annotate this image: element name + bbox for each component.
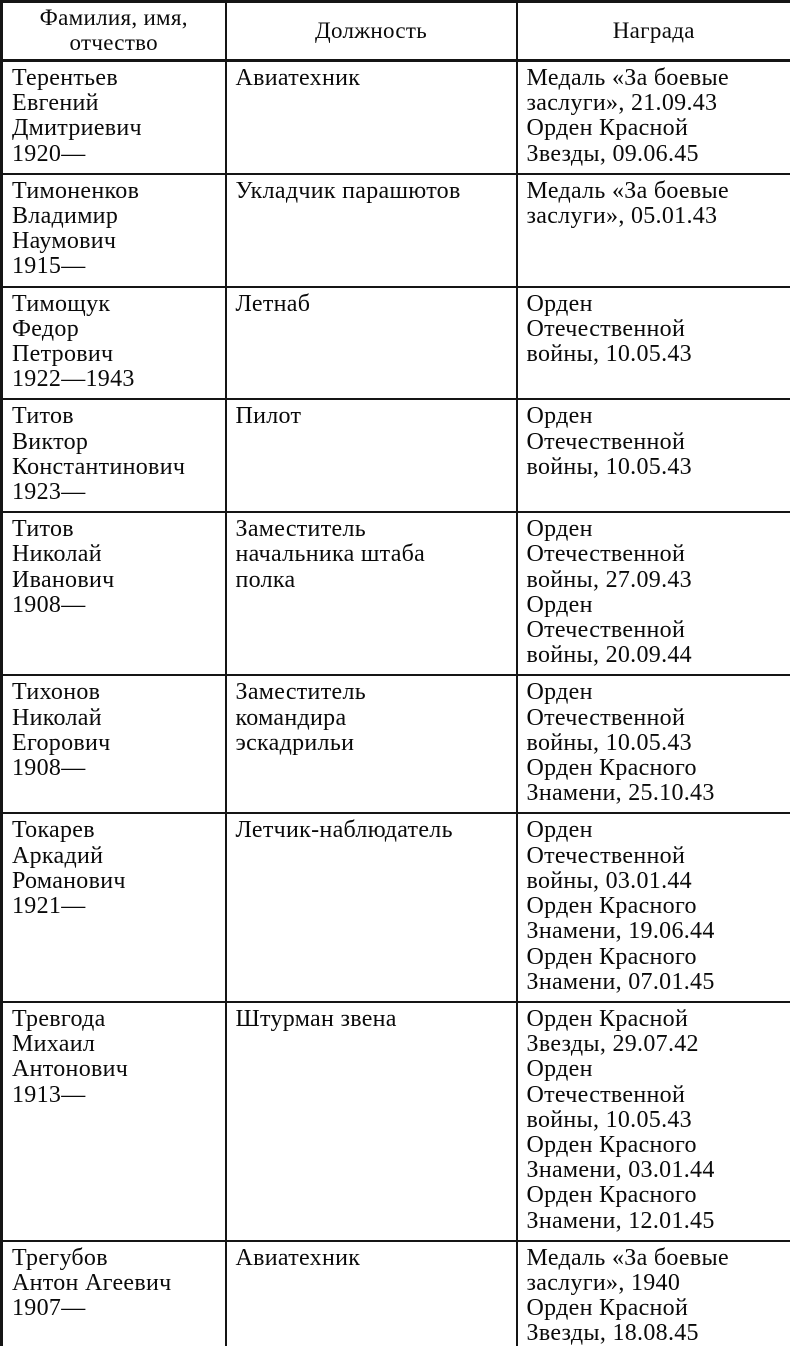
position-line: Заместитель [235, 679, 366, 706]
position-cell [226, 174, 517, 287]
awards-line: Звезды, 29.07.42 [526, 1031, 699, 1058]
position-line: Летнаб [235, 290, 311, 317]
person-line: Тихонов [12, 679, 101, 706]
awards-cell [517, 287, 790, 400]
awards-cell [517, 1002, 790, 1241]
awards-line: войны, 27.09.43 [526, 566, 692, 593]
person-line: Владимир [12, 203, 119, 230]
awards-line: войны, 20.09.44 [526, 642, 692, 669]
person-line: Наумович [12, 228, 117, 255]
person-cell [2, 1241, 226, 1346]
table-row [2, 512, 790, 675]
table-row [2, 174, 790, 287]
person-line: Терентьев [12, 65, 119, 91]
position-line: командира [235, 704, 347, 731]
awards-line: Орден Красного [526, 943, 697, 970]
awards-cell [517, 813, 790, 1001]
person-cell [2, 512, 226, 675]
position-cell [226, 675, 517, 813]
person-line: 1907— [12, 1295, 86, 1322]
person-line: Титов [12, 403, 74, 430]
person-line: Иванович [12, 566, 115, 593]
awards-line: Медаль «За боевые [526, 1244, 729, 1271]
awards-line: Отечественной [526, 617, 686, 644]
person-cell [2, 174, 226, 287]
person-line: 1908— [12, 591, 86, 618]
awards-line: Медаль «За боевые [526, 177, 729, 204]
position-line: эскадрильи [235, 729, 355, 756]
person-line: Тимощук [12, 290, 111, 317]
table-header [2, 2, 790, 61]
table-row [2, 61, 790, 174]
awards-line: Орден [526, 516, 593, 543]
person-line: 1922—1943 [12, 366, 135, 393]
person-line: Виктор [12, 428, 89, 455]
awards-cell [517, 399, 790, 512]
awards-line: Орден Красного [526, 1131, 697, 1158]
awards-cell [517, 61, 790, 174]
position-line: Летчик-наблюдатель [235, 817, 453, 844]
awards-line: войны, 10.05.43 [526, 341, 692, 368]
awards-line: Медаль «За боевые [526, 65, 729, 91]
awards-line: Отечественной [526, 428, 686, 455]
awards-line: Орден Красного [526, 755, 697, 782]
person-line: Тимоненков [12, 177, 140, 204]
person-line: Петрович [12, 341, 114, 368]
awards-line: Отечественной [526, 1081, 686, 1108]
table-row [2, 813, 790, 1001]
awards-line: Звезды, 18.08.45 [526, 1320, 699, 1346]
person-cell [2, 399, 226, 512]
awards-line: Знамени, 07.01.45 [526, 968, 715, 995]
person-cell [2, 287, 226, 400]
awards-line: войны, 10.05.43 [526, 1106, 692, 1133]
person-line: Евгений [12, 90, 99, 117]
table-body [2, 61, 790, 1346]
awards-line: Орден Красной [526, 1295, 689, 1322]
position-line: Укладчик парашютов [235, 177, 461, 204]
awards-line: Орден Красной [526, 115, 689, 142]
table-row [2, 287, 790, 400]
awards-line: войны, 03.01.44 [526, 867, 692, 894]
awards-line: Знамени, 03.01.44 [526, 1157, 715, 1184]
awards-line: Знамени, 25.10.43 [526, 780, 715, 807]
position-line: Заместитель [235, 516, 366, 543]
column-header-position: Должность [226, 2, 517, 61]
awards-line: заслуги», 05.01.43 [526, 203, 718, 230]
position-cell [226, 813, 517, 1001]
person-cell [2, 61, 226, 174]
column-header-award: Награда [517, 2, 790, 61]
person-line: Романович [12, 867, 126, 894]
awards-line: Знамени, 12.01.45 [526, 1207, 715, 1234]
person-line: Егорович [12, 729, 111, 756]
awards-cell [517, 174, 790, 287]
table-row [2, 1002, 790, 1241]
person-line: 1923— [12, 479, 86, 506]
position-line: Штурман звена [235, 1005, 397, 1032]
person-line: Дмитриевич [12, 115, 142, 142]
awards-line: Орден [526, 1056, 593, 1083]
person-line: Антонович [12, 1056, 129, 1083]
awards-line: Орден [526, 817, 593, 844]
person-line: 1920— [12, 140, 86, 167]
person-line: Николай [12, 541, 102, 568]
person-line: 1921— [12, 893, 86, 920]
person-line: Трегубов [12, 1244, 108, 1271]
person-cell [2, 675, 226, 813]
awards-line: Орден Красного [526, 1182, 697, 1209]
person-cell [2, 813, 226, 1001]
position-cell [226, 512, 517, 675]
awards-line: Орден Красной [526, 1005, 689, 1032]
awards-line: заслуги», 1940 [526, 1269, 681, 1296]
awards-line: Орден [526, 403, 593, 430]
awards-line: Отечественной [526, 315, 686, 342]
awards-line: заслуги», 21.09.43 [526, 90, 718, 117]
person-line: Михаил [12, 1031, 96, 1058]
awards-line: Знамени, 19.06.44 [526, 918, 715, 945]
person-line: 1908— [12, 755, 86, 782]
awards-line: Отечественной [526, 704, 686, 731]
awards-line: Орден [526, 290, 593, 317]
awards-line: Орден Красного [526, 893, 697, 920]
awards-cell [517, 675, 790, 813]
person-line: Антон Агеевич [12, 1269, 172, 1296]
position-line: Авиатехник [235, 1244, 361, 1271]
position-cell [226, 61, 517, 174]
table-row [2, 675, 790, 813]
awards-line: Орден [526, 679, 593, 706]
person-line: Николай [12, 704, 102, 731]
awards-line: Орден [526, 591, 593, 618]
position-line: полка [235, 566, 296, 593]
person-line: Токарев [12, 817, 95, 844]
position-cell [226, 287, 517, 400]
column-header-person: Фамилия, имя, отчество [2, 2, 226, 61]
person-line: 1915— [12, 253, 86, 280]
person-line: Константинович [12, 453, 186, 480]
position-line: начальника штаба [235, 541, 426, 568]
person-line: Тревгода [12, 1005, 106, 1032]
person-line: 1913— [12, 1081, 86, 1108]
awards-cell [517, 512, 790, 675]
awards-line: Звезды, 09.06.45 [526, 140, 699, 167]
awards-line: Отечественной [526, 842, 686, 869]
position-cell [226, 1241, 517, 1346]
person-line: Аркадий [12, 842, 104, 869]
position-cell [226, 399, 517, 512]
awards-line: войны, 10.05.43 [526, 453, 692, 480]
position-line: Пилот [235, 403, 302, 430]
position-cell [226, 1002, 517, 1241]
person-line: Титов [12, 516, 74, 543]
table-row [2, 1241, 790, 1346]
table-row [2, 399, 790, 512]
awards-cell [517, 1241, 790, 1346]
person-cell [2, 1002, 226, 1241]
position-line: Авиатехник [235, 65, 361, 91]
person-line: Федор [12, 315, 80, 342]
awards-line: Отечественной [526, 541, 686, 568]
header-row [2, 2, 790, 61]
awards-line: войны, 10.05.43 [526, 729, 692, 756]
